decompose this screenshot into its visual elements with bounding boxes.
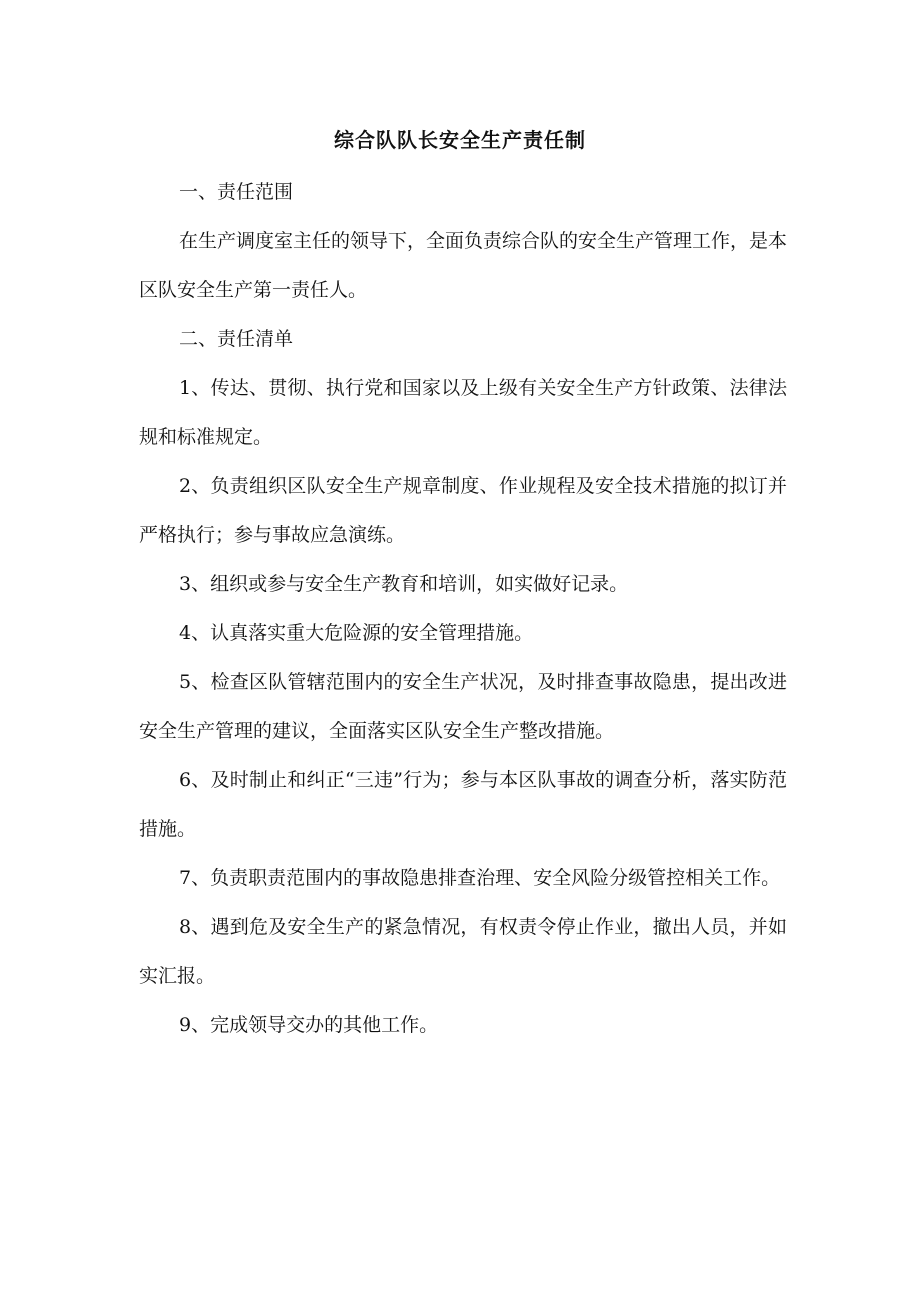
responsibility-item-3: 3、组织或参与安全生产教育和培训，如实做好记录。 <box>179 573 629 595</box>
section-heading-list: 二、责任清单 <box>179 328 294 350</box>
responsibility-item-5: 5、检查区队管辖范围内的安全生产状况，及时排查事故隐患，提出改进安全生产管理的建议，全面落实区队安全生产整改措施。 <box>139 671 787 742</box>
responsibility-item-1: 1、传达、贯彻、执行党和国家以及上级有关安全生产方针政策、法律法规和标准规定。 <box>139 377 787 448</box>
document-body <box>139 168 787 1050</box>
responsibility-item-6: 6、及时制止和纠正“三违”行为；参与本区队事故的调查分析，落实防范措施。 <box>139 769 787 840</box>
responsibility-item-8: 8、遇到危及安全生产的紧急情况，有权责令停止作业，撤出人员，并如实汇报。 <box>139 916 787 987</box>
section-heading-scope: 一、责任范围 <box>179 181 294 203</box>
responsibility-item-4: 4、认真落实重大危险源的安全管理措施。 <box>179 622 534 644</box>
responsibility-item-7: 7、负责职责范围内的事故隐患排查治理、安全风险分级管控相关工作。 <box>179 867 781 889</box>
responsibility-item-2: 2、负责组织区队安全生产规章制度、作业规程及安全技术措施的拟订并严格执行；参与事故应急演练。 <box>139 475 787 546</box>
document-title: 综合队队长安全生产责任制 <box>334 128 586 152</box>
scope-paragraph: 在生产调度室主任的领导下，全面负责综合队的安全生产管理工作，是本区队安全生产第一责任人。 <box>139 230 788 301</box>
responsibility-item-9: 9、完成领导交办的其他工作。 <box>179 1014 439 1036</box>
